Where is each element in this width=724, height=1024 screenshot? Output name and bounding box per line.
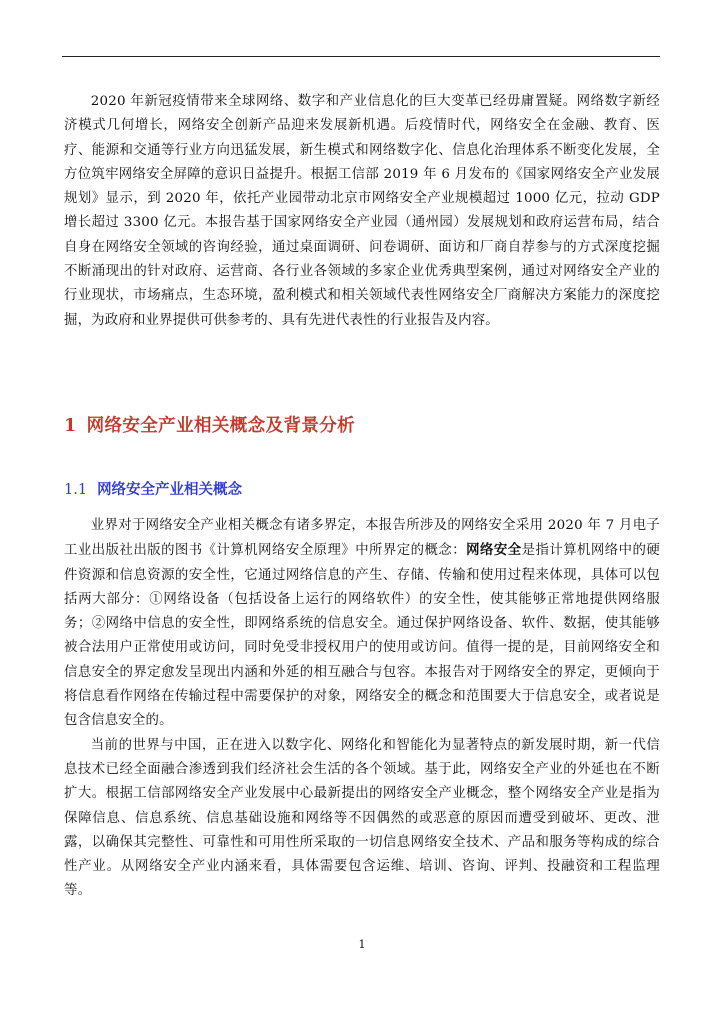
header-rule — [62, 56, 660, 57]
concept-paragraph-2: 当前的世界与中国，正在进入以数字化、网络化和智能化为显著特点的新发展时期，新一代信息技术已经全面融合渗透到我们经济社会生活的各个领域。基于此，网络安全产业的外延也在不断扩大。根据工信部网络安全产业发展中心最新提出的网络安全产业概念，整个网络安全产业是指为保障信息、信息系统、信息基础设施和网络等不因偶然的或恶意的原因而遭受到破坏、更改、泄露，以确保其完整性、可靠性和可用性所采取的一切信息网络安全技术、产品和服务等构成的综合性产业。从网络安全产业内涵来看，具体需要包含运维、培训、咨询、评判、投融资和工程监理等。 — [64, 737, 660, 899]
concept-section — [64, 514, 660, 904]
intro-section — [64, 90, 660, 333]
section-1-1-heading — [64, 478, 242, 499]
section-1-heading — [64, 412, 355, 437]
section-1-1-title: 网络安全产业相关概念 — [97, 481, 243, 498]
concept-paragraph-1 — [64, 514, 660, 734]
section-1-1-number: 1.1 — [64, 482, 88, 498]
section-1-title: 网络安全产业相关概念及背景分析 — [86, 416, 356, 436]
section-1-number: 1 — [64, 416, 77, 436]
intro-paragraph: 2020 年新冠疫情带来全球网络、数字和产业信息化的巨大变革已经毋庸置疑。网络数字新经济模式几何增长，网络安全创新产品迎来发展新机遇。后疫情时代，网络安全在金融、教育、医疗、能源和交通等行业方向迅猛发展，新生模式和网络数字化、信息化治理体系不断变化发展，全方位筑牢网络安全屏障的意识日益提升。根据工信部 2019 年 6 月发布的《国家网络安全产业发展规划》显示，到 2020 年，依托产业园带动北京市网络安全产业规模超过 1000 亿元，拉动 GDP 增长超过 3300 亿元。本报告基于国家网络安全产业园（通州园）发展规划和政府运营布局，结合自身在网络安全领域的咨询经验，通过桌面调研、问卷调研、面访和厂商自荐参与的方式深度挖掘不断涌现出的针对政府、运营商、各行业各领域的多家企业优秀典型案例，通过对网络安全产业的行业现状，市场痛点，生态环境，盈利模式和相关领域代表性网络安全厂商解决方案能力的深度挖掘，为政府和业界提供可供参考的、具有先进代表性的行业报告及内容。 — [64, 94, 660, 328]
concept-p1-bold-term: 网络安全 — [466, 542, 522, 559]
concept-p1-after: 是指计算机网络中的硬件资源和信息资源的安全性，它通过网络信息的产生、存储、传输和使用过程来体现，具体可以包括两大部分：①网络设备（包括设备上运行的网络软件）的安全性，使其能够正常地提供网络服务；②网络中信息的安全性，即网络系统的信息安全。通过保护网络设备、软件、数据，使其能够被合法用户正常使用或访问，同时免受非授权用户的使用或访问。值得一提的是，目前网络安全和信息安全的界定愈发呈现出内涵和外延的相互融合与包容。本报告对于网络安全的界定，更倾向于将信息看作网络在传输过程中需要保护的对象，网络安全的概念和范围要大于信息安全，或者说是包含信息安全的。 — [64, 543, 660, 729]
page-number: 1 — [358, 938, 366, 951]
concept-p1-before: 业界对于网络安全产业相关概念有诸多界定，本报告所涉及的网络安全采用 2020 年 7 月电子工业出版社出版的图书《计算机网络安全原理》中所界定的概念： — [64, 518, 660, 559]
